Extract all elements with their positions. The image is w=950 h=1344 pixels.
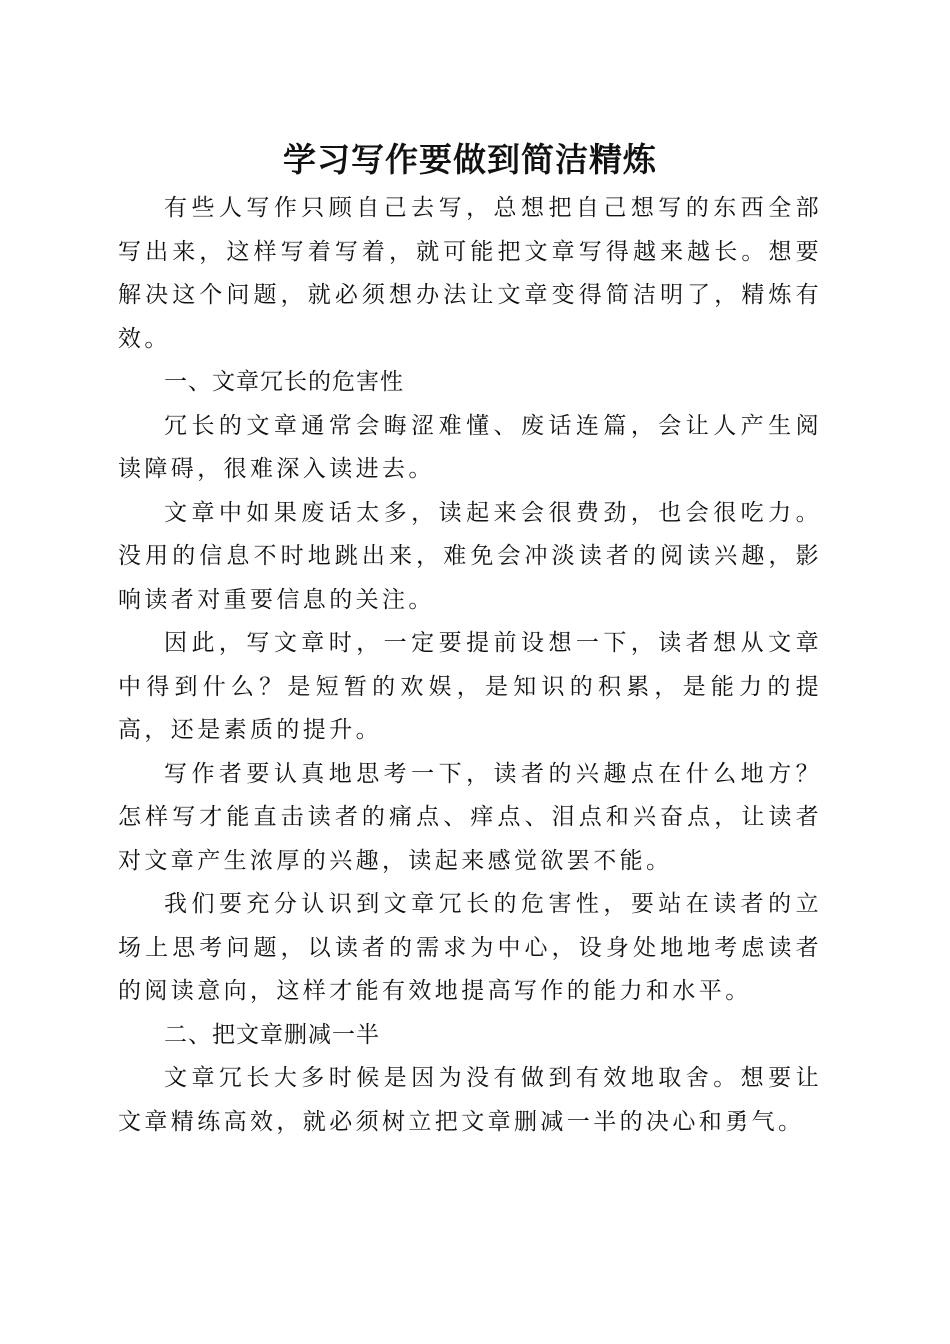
paragraph-intro: 有些人写作只顾自己去写，总想把自己想写的东西全部写出来，这样写着写着，就可能把文章写得越来越长。想要解决这个问题，就必须想办法让文章变得简洁明了，精炼有效。: [118, 195, 822, 352]
paragraph: 因此，写文章时，一定要提前设想一下，读者想从文章中得到什么？是短暂的欢娱，是知识的积累，是能力的提高，还是素质的提升。: [118, 630, 822, 743]
document-body: [118, 133, 822, 1144]
section-heading-2: 二、把文章删减一半: [164, 1021, 380, 1048]
page-title: 学习写作要做到简洁精炼: [283, 140, 657, 179]
paragraph: 文章中如果废话太多，读起来会很费劲，也会很吃力。没用的信息不时地跳出来，难免会冲淡读者的阅读兴趣，影响读者对重要信息的关注。: [118, 499, 822, 613]
section-heading-1: 一、文章冗长的危害性: [164, 369, 404, 395]
paragraph: 文章冗长大多时候是因为没有做到有效地取舍。想要让文章精练高效，就必须树立把文章删减一半的决心和勇气。: [118, 1065, 822, 1135]
paragraph: 冗长的文章通常会晦涩难懂、废话连篇，会让人产生阅读障碍，很难深入读进去。: [118, 412, 822, 482]
paragraph: 写作者要认真地思考一下，读者的兴趣点在什么地方？怎样写才能直击读者的痛点、痒点、泪点和兴奋点，让读者对文章产生浓厚的兴趣，读起来感觉欲罢不能。: [118, 760, 822, 874]
paragraph: 我们要充分认识到文章冗长的危害性，要站在读者的立场上思考问题，以读者的需求为中心，设身处地地考虑读者的阅读意向，这样才能有效地提高写作的能力和水平。: [118, 891, 822, 1004]
